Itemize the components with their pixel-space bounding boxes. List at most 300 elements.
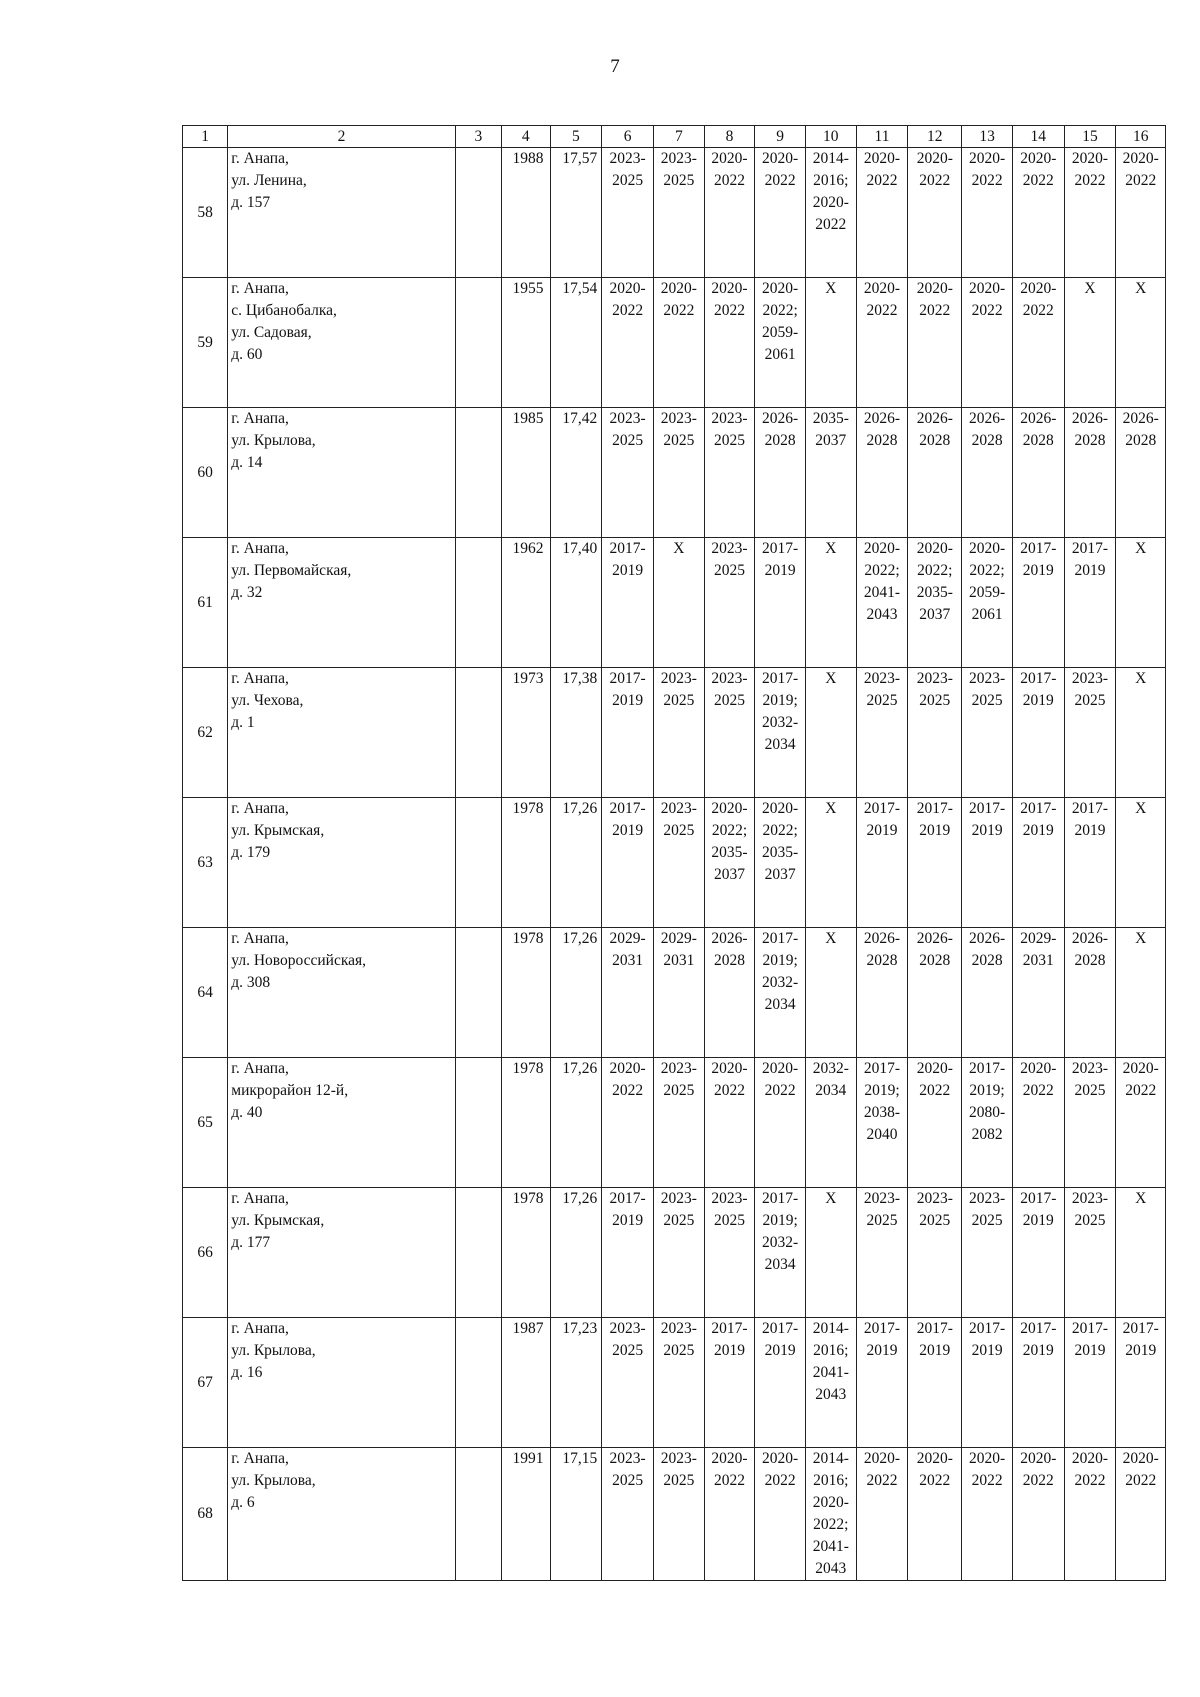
period-cell [755,1318,806,1448]
period-cell [908,148,962,278]
row-number-cell: 62 [183,668,228,798]
period-line: 2017- [1020,540,1057,557]
period-line: 2022 [1125,1082,1157,1099]
period-cell [908,408,962,538]
period-line: 2025 [663,432,695,449]
period-cell [1064,1058,1116,1188]
period-line: X [825,800,837,817]
period-line: 2020- [916,280,953,297]
period-cell [856,928,908,1058]
period-cell [1064,148,1116,278]
period-line: 2023- [968,670,1006,687]
period-line: 2017- [609,540,646,557]
period-cell [602,928,654,1058]
period-line: 2019 [713,1342,745,1359]
table-row [183,1448,1166,1581]
period-line: 2020- [968,1450,1006,1467]
row-number-cell: 67 [183,1318,228,1448]
address-line: г. Анапа, [231,540,289,557]
period-line: 2019 [919,822,951,839]
period-line: 2019 [919,1342,951,1359]
period-line: 2022 [919,1082,951,1099]
period-line: X [825,930,837,947]
period-line: 2022 [713,172,745,189]
period-line: 2020- [711,1450,748,1467]
period-line: 2020- [916,1060,953,1077]
year-cell: 1962 [502,538,551,668]
period-line: 2022; [864,562,900,579]
period-cell [1012,1318,1064,1448]
row-number-cell: 66 [183,1188,228,1318]
period-line: 2023- [660,670,697,687]
period-line: 2020- [1071,1450,1109,1467]
period-line: X [1135,540,1147,557]
period-cell [856,798,908,928]
period-line: 2037 [764,866,796,883]
period-cell [805,408,856,538]
year-cell: 1991 [502,1448,551,1581]
value-cell: 17,54 [550,278,602,408]
period-line: 2019 [1022,692,1054,709]
period-line: 2020- [863,1450,901,1467]
period-line: 2017- [609,670,646,687]
period-line: 2022 [1022,302,1054,319]
period-cell [704,1318,755,1448]
address-line: д. 308 [231,974,271,991]
row-number-cell: 60 [183,408,228,538]
row-number-cell: 68 [183,1448,228,1581]
column-3-cell [455,668,501,798]
period-line: 2019; [864,1082,900,1099]
column-3-cell [455,1058,501,1188]
period-cell [602,1058,654,1188]
period-line: 2026- [968,930,1006,947]
column-number-header: 2 [228,126,455,148]
period-line: 2026- [1071,410,1109,427]
period-line: 2020- [1071,150,1109,167]
period-line: X [1135,930,1147,947]
period-line: 2017- [762,930,799,947]
period-line: 2022; [969,562,1005,579]
period-line: 2026- [711,930,748,947]
period-line: 2020- [711,1060,748,1077]
period-line: 2020- [711,280,748,297]
year-cell: 1978 [502,928,551,1058]
period-cell [1116,148,1166,278]
period-line: 2034 [815,1082,847,1099]
table-row [183,1058,1166,1188]
period-line: 2019 [1074,562,1106,579]
period-line: 2019 [612,1212,644,1229]
period-line: 2032- [762,714,799,731]
period-line: 2028 [1074,952,1106,969]
address-line: г. Анапа, [231,150,289,167]
period-cell [755,928,806,1058]
period-cell [856,148,908,278]
period-line: 2026- [916,930,953,947]
period-cell [856,538,908,668]
period-cell [1064,1448,1116,1581]
period-line: 2017- [609,800,646,817]
period-line: 2022 [612,302,644,319]
value-cell: 17,38 [550,668,602,798]
value-cell: 17,57 [550,148,602,278]
page-number: 7 [610,56,620,77]
period-line: 2022 [713,1082,745,1099]
period-line: 2016; [813,172,849,189]
table-row [183,668,1166,798]
period-cell [805,278,856,408]
period-line: 2022 [815,216,847,233]
period-line: 2022 [1074,1472,1106,1489]
table-row [183,1318,1166,1448]
period-line: 2019 [1022,1342,1054,1359]
period-cell [962,928,1013,1058]
period-line: X [1135,670,1147,687]
column-number-header: 3 [455,126,501,148]
period-cell [908,798,962,928]
period-line: 2032- [812,1060,849,1077]
period-line: 2025 [663,692,695,709]
period-cell [1012,668,1064,798]
period-line: 2023- [916,1190,953,1207]
period-line: 2029- [1020,930,1057,947]
period-line: 2019 [1022,822,1054,839]
table-row [183,538,1166,668]
period-cell [1116,1318,1166,1448]
period-line: 2037 [713,866,745,883]
table-row [183,798,1166,928]
period-line: 2025 [1074,1212,1106,1229]
period-cell [755,148,806,278]
period-line: 2025 [713,1212,745,1229]
period-line: 2022 [866,172,898,189]
period-cell [1064,668,1116,798]
column-number-header: 16 [1116,126,1166,148]
period-line: 2023- [660,1060,697,1077]
period-line: 2028 [713,952,745,969]
period-line: X [825,670,837,687]
period-line: 2020- [968,540,1006,557]
period-line: 2028 [1074,432,1106,449]
period-line: 2022 [919,1472,951,1489]
period-line: X [1135,1190,1147,1207]
period-line: 2019; [762,1212,798,1229]
period-line: 2020- [863,280,901,297]
period-line: 2023- [711,410,748,427]
column-3-cell [455,1318,501,1448]
period-line: 2020- [812,194,849,211]
period-line: 2032- [762,1234,799,1251]
period-line: 2017- [762,670,799,687]
period-line: 2061 [971,606,1003,623]
period-cell [962,278,1013,408]
period-cell [654,1188,705,1318]
period-line: 2020- [916,1450,953,1467]
period-cell [908,668,962,798]
period-cell [704,538,755,668]
period-line: 2026- [863,930,901,947]
period-line: 2031 [1022,952,1054,969]
period-cell [805,1318,856,1448]
column-number-row [183,126,1166,148]
period-line: 2043 [866,606,898,623]
period-cell [654,538,705,668]
period-cell [1012,1188,1064,1318]
period-line: 2037 [815,432,847,449]
period-cell [755,1058,806,1188]
period-line: 2040 [866,1126,898,1143]
address-line: д. 60 [231,346,263,363]
period-cell [962,1318,1013,1448]
period-cell [908,1058,962,1188]
period-line: 2025 [663,1472,695,1489]
address-line: д. 1 [231,714,255,731]
period-line: 2025 [663,822,695,839]
period-line: 2025 [612,432,644,449]
period-cell [704,1448,755,1581]
address-line: д. 16 [231,1364,263,1381]
period-cell [755,798,806,928]
period-cell [908,1318,962,1448]
period-line: 2028 [1022,432,1054,449]
period-cell [1116,928,1166,1058]
value-cell: 17,26 [550,1058,602,1188]
period-line: 2017- [609,1190,646,1207]
period-cell [962,798,1013,928]
address-line: д. 14 [231,454,263,471]
period-line: 2028 [1125,432,1157,449]
period-cell [755,1448,806,1581]
period-line: X [1135,280,1147,297]
address-cell [228,928,455,1058]
period-cell [755,668,806,798]
period-line: 2023- [711,670,748,687]
period-cell [805,1188,856,1318]
period-cell [908,278,962,408]
period-line: 2022 [612,1082,644,1099]
period-cell [1064,408,1116,538]
period-line: 2022 [919,302,951,319]
column-3-cell [455,1188,501,1318]
period-line: 2017- [863,800,901,817]
period-cell [908,538,962,668]
period-cell [805,928,856,1058]
period-cell [602,1318,654,1448]
address-cell [228,538,455,668]
address-line: ул. Садовая, [231,324,312,341]
period-line: 2020- [762,1060,799,1077]
period-cell [1064,538,1116,668]
period-line: 2023- [660,1190,697,1207]
period-cell [1012,148,1064,278]
period-cell [1012,1058,1064,1188]
address-line: г. Анапа, [231,280,289,297]
table-row [183,1188,1166,1318]
address-line: г. Анапа, [231,800,289,817]
period-line: 2020- [863,540,901,557]
period-cell [805,1448,856,1581]
column-3-cell [455,148,501,278]
period-line: 2019; [969,1082,1005,1099]
period-cell [1116,408,1166,538]
period-line: 2019 [1022,562,1054,579]
period-line: 2022; [711,822,748,839]
period-line: 2017- [1020,1190,1057,1207]
period-line: 2020- [812,1494,849,1511]
table-row [183,928,1166,1058]
period-cell [1012,278,1064,408]
period-line: 2022 [713,302,745,319]
period-cell [654,668,705,798]
period-line: 2025 [663,172,695,189]
period-cell [1064,928,1116,1058]
column-number-header: 11 [856,126,908,148]
address-line: с. Цибанобалка, [231,302,337,319]
period-line: 2025 [663,1342,695,1359]
period-cell [1116,798,1166,928]
period-line: 2022 [1022,172,1054,189]
column-number-header: 13 [962,126,1013,148]
period-line: 2020- [609,1060,646,1077]
column-3-cell [455,798,501,928]
value-cell: 17,26 [550,1188,602,1318]
period-line: 2025 [713,692,745,709]
column-number-header: 5 [550,126,602,148]
period-line: 2022 [764,1082,796,1099]
period-line: 2020- [916,150,953,167]
period-line: 2017- [1071,1320,1109,1337]
period-line: 2059- [968,584,1006,601]
period-line: 2023- [660,1450,697,1467]
period-line: 2017- [968,1060,1006,1077]
period-line: 2020- [609,280,646,297]
period-line: 2025 [1074,1082,1106,1099]
period-cell [1012,798,1064,928]
period-cell [962,1188,1013,1318]
column-number-header: 12 [908,126,962,148]
period-line: 2017- [968,800,1006,817]
period-line: 2017- [863,1320,901,1337]
address-line: г. Анапа, [231,1060,289,1077]
period-cell [654,1058,705,1188]
column-number-header: 14 [1012,126,1064,148]
period-line: 2022; [762,302,798,319]
period-line: 2023- [711,540,748,557]
period-line: 2080- [968,1104,1006,1121]
period-line: 2032- [762,974,799,991]
period-line: 2017- [711,1320,748,1337]
period-line: 2026- [968,410,1006,427]
period-cell [1064,278,1116,408]
period-line: 2019 [1125,1342,1157,1359]
address-line: ул. Чехова, [231,692,304,709]
period-line: 2022 [663,302,695,319]
period-line: 2022 [971,302,1003,319]
period-line: 2019 [1074,822,1106,839]
period-cell [1012,408,1064,538]
period-cell [755,408,806,538]
period-line: 2022 [971,1472,1003,1489]
period-line: 2022 [971,172,1003,189]
column-3-cell [455,928,501,1058]
period-line: 2025 [713,562,745,579]
row-number-cell: 61 [183,538,228,668]
table-row [183,148,1166,278]
column-number-header: 7 [654,126,705,148]
period-line: 2022 [764,172,796,189]
period-cell [1064,798,1116,928]
period-line: 2025 [612,1472,644,1489]
period-line: 2019 [971,822,1003,839]
period-line: 2017- [1071,540,1109,557]
value-cell: 17,23 [550,1318,602,1448]
column-3-cell [455,1448,501,1581]
period-line: 2020- [762,280,799,297]
period-line: 2026- [916,410,953,427]
period-line: 2025 [612,172,644,189]
period-line: 2022; [813,1516,849,1533]
period-line: 2020- [762,1450,799,1467]
period-line: 2023- [968,1190,1006,1207]
period-line: 2020- [1020,280,1057,297]
period-line: 2022 [866,302,898,319]
period-line: 2022 [1022,1472,1054,1489]
period-cell [1064,1188,1116,1318]
period-cell [1012,1448,1064,1581]
period-line: 2023- [863,670,901,687]
year-cell: 1987 [502,1318,551,1448]
period-line: 2043 [815,1560,847,1577]
period-cell [654,278,705,408]
column-number-header: 15 [1064,126,1116,148]
address-line: ул. Крылова, [231,1472,316,1489]
period-cell [856,408,908,538]
period-line: 2034 [764,1256,796,1273]
period-line: 2022 [1125,172,1157,189]
period-cell [962,148,1013,278]
period-line: X [825,540,837,557]
column-number-header: 4 [502,126,551,148]
period-line: 2023- [609,150,646,167]
period-line: 2023- [863,1190,901,1207]
address-cell [228,408,455,538]
value-cell: 17,26 [550,798,602,928]
period-cell [1116,668,1166,798]
period-cell [1012,928,1064,1058]
year-cell: 1973 [502,668,551,798]
period-line: 2025 [919,1212,951,1229]
address-line: ул. Первомайская, [231,562,352,579]
period-line: X [1135,800,1147,817]
column-3-cell [455,278,501,408]
period-line: 2016; [813,1342,849,1359]
period-line: 2026- [762,410,799,427]
address-line: ул. Крылова, [231,1342,316,1359]
period-line: X [1084,280,1096,297]
period-line: 2020- [1122,1060,1159,1077]
period-line: 2022; [917,562,953,579]
period-cell [704,928,755,1058]
period-cell [755,538,806,668]
period-line: 2028 [919,952,951,969]
period-line: 2022 [1074,172,1106,189]
period-line: 2026- [1071,930,1109,947]
period-line: 2025 [866,692,898,709]
address-line: г. Анапа, [231,1320,289,1337]
period-line: 2019 [1022,1212,1054,1229]
value-cell: 17,42 [550,408,602,538]
